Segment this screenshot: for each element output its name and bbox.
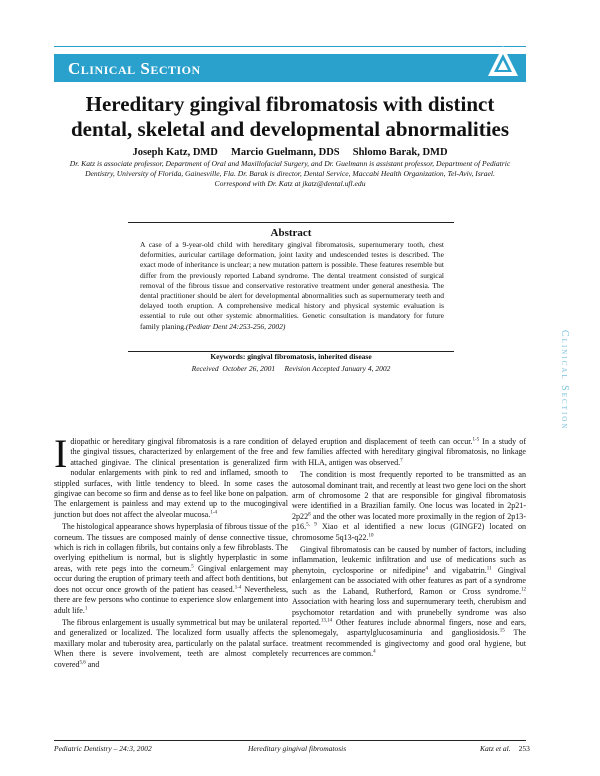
footer-journal: Pediatric Dentistry – 24:3, 2002 — [54, 744, 152, 753]
correspondence: Correspond with Dr. Katz at jkatz@dental.ufl.edu — [214, 179, 366, 188]
body-column-left — [54, 431, 288, 672]
author-list: Joseph Katz, DMD Marcio Guelmann, DDS Shlomo Barak, DMD — [132, 147, 448, 158]
drop-cap: I — [54, 431, 68, 476]
footer-page: Katz et al. 253 — [480, 744, 530, 753]
paragraph: delayed eruption and displacement of teeth can occur.$^{1-5}$ In a study of few families affected with hereditary gingival fibromatosis, no linkage with HLA, antigen was observed.$^7$ — [292, 437, 527, 467]
keywords: Keywords: gingival fibromatosis, inherited disease — [210, 352, 372, 361]
paragraph: Idiopathic or hereditary gingival fibromatosis is a rare condition of the gingival tissues, characterized by enlargement of the free and attached gingivae. The clinical presentation is generalized firm nodular enlargements with pink to red and inflamed, smooth to stippled surfaces, with little tendency to bleed. In some cases the gingivae can become so firm and dense as to feel like bone on palpation. The enlargement is painless and may extend up to the mucogingival junction but does not affect the alveolar mucosa.$^{1-4}$ — [54, 431, 288, 519]
section-banner — [54, 54, 526, 82]
side-section-tab: Clinical Section — [559, 330, 570, 431]
body-column-right — [292, 437, 526, 662]
journal-logo-icon — [486, 44, 520, 78]
footer-running-title: Hereditary gingival fibromatosis — [248, 744, 347, 753]
top-rule — [54, 46, 526, 47]
abstract-heading: Abstract — [270, 227, 312, 239]
section-title: Clinical Section — [68, 59, 201, 78]
paragraph: The fibrous enlargement is usually symmetrical but may be unilateral and generalized or localized. The localized form usually affects the maxillary molar and tuberosity area, particularly on the palatal surface. When there is severe involvement, teeth are almost completely covered$^{5,6}$ and — [54, 617, 288, 669]
footer-rule — [54, 740, 526, 741]
paragraph: The condition is most frequently reported to be transmitted as an autosomal dominant trait, and recently at least two gene loci on the short arm of chromosome 2 that are responsible for gingival fibromatosis were identified in a Brazilian family. One locus was located in $2p21-2p22^8$ and the other was located more proximally in the region of 2p13-p16.$^{5, 9}$ Xiao et al identified a new locus (GINGF2) located on chromosome 5q13-q22.10 — [292, 470, 526, 542]
received-dates: Received October 26, 2001 Revision Accepted January 4, 2002 — [191, 364, 391, 373]
abstract-citation: (Pediatr Dent 24:253-256, 2002) — [185, 321, 286, 331]
abstract-text: A case of a 9-year-old child with hereditary gingival fibromatosis, supernumerary tooth, chest deformities, auricular cartilage deformation, joint laxity and undescended testes is described. The exact mode of inheritance is unclear; a new mutation pattern is possible. These features resemble but differ from the previously reported Laband syndrome. The dental treatment consisted of surgical removal of the fibrous tissue and conservative restorative treatment under general anesthesia. The dental practitioner should be alert for developmental abnormalities such as supernumerary teeth and delayed tooth eruption. A comprehensive medical history and physical systemic evaluation is essential to rule out other systemic abnormalities. Genetic consultation is mandatory for future family planing.(Pediatr Dent 24:253-256, 2002) — [140, 240, 444, 331]
paragraph: Gingival fibromatosis can be caused by number of factors, including inflammation, leukemic infiltration and use of medications such as phenytoin, cyclosporine or nifedipine$^4$ and vigabatrin.$^{11}$ Gingival enlargement can be associated with other features as part of a syndrome such as the Laband, Rutherford, Ramon or Cross syndrome.$^{12}$ Association with hearing loss and supernumerary teeth, cherubism and psychomotor retardation and with prunebelly syndrome was also reported.$^{13,14}$ Other features include abnormal fingers, nose and ears, splenomegaly, aspartylglucosaminuria and gangliosidosis.$^{15}$ The treatment recommended is gingivectomy and good oral hygiene, but recurrences are common.$^4$ — [292, 545, 526, 659]
page-number: 253 — [518, 744, 530, 753]
article-title: Hereditary gingival fibromatosis with distinct dental, skeletal and developmental abnormalities — [70, 92, 510, 141]
paragraph: The histological appearance shows hyperplasia of fibrous tissue of the corneum. The tissues are composed mainly of dense connective tissue, which is rich in collagen fibrils, but contains only a few fibroblasts. The overlying epithelium is normal, but is slightly hyperplastic in some areas, with rete pegs into the corneum.$^5$ Gingival enlargement may occur during the eruption of primary teeth and affect both dentitions, but does not occur once growth of the patient has ceased.$^{1-4}$ Nevertheless, there are few persons who continue to experience slow enlargement into adult life.$^1$ — [54, 522, 288, 615]
affiliations: Dr. Katz is associate professor, Department of Oral and Maxillofacial Surgery, and Dr. Guelmann is assistant professor, Department of Pediatric Dentistry, University of Florida, Gainesville, Fla. Dr. Barak is director, Dental Service, Maccabi Health Organization, Tel-Aviv, Israel. Correspond with Dr. Katz at jkatz@dental.ufl.edu — [69, 159, 511, 188]
